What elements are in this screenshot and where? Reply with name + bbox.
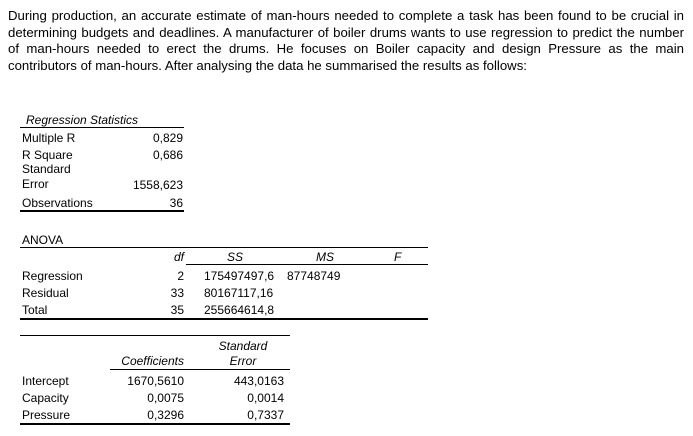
residual-ss: 80167117,16: [204, 286, 274, 300]
value-r-square: 0,686: [152, 148, 183, 162]
row-label-observations: Observations: [22, 196, 93, 210]
header-ss: SS: [226, 250, 243, 264]
header-ms: MS: [316, 250, 334, 264]
header-f: F: [394, 250, 402, 264]
row-label-regression: Regression: [22, 269, 83, 283]
row-label-intercept: Intercept: [22, 374, 69, 388]
value-observations: 36: [169, 196, 183, 210]
pressure-coef: 0,3296: [147, 408, 184, 422]
row-label-pressure: Pressure: [22, 408, 71, 422]
regression-df: 2: [177, 269, 184, 283]
table-rule: [20, 210, 184, 212]
row-label-error: Error: [22, 177, 49, 191]
table-rule: [20, 318, 428, 320]
row-label-multiple-r: Multiple R: [22, 131, 76, 145]
total-df: 35: [170, 303, 184, 317]
header-coefficients: Coefficients: [121, 354, 184, 368]
pressure-se: 0,7337: [247, 408, 284, 422]
row-label-r-square: R Square: [22, 148, 73, 162]
table-rule: [20, 247, 428, 248]
residual-df: 33: [170, 286, 184, 300]
row-label-residual: Residual: [22, 286, 69, 300]
row-label-standard: Standard: [22, 162, 71, 176]
table-rule: [20, 335, 290, 336]
intercept-se: 443,0163: [233, 374, 284, 388]
header-error: Error: [229, 354, 257, 368]
value-multiple-r: 0,829: [152, 131, 183, 145]
total-ss: 255664614,8: [204, 303, 275, 317]
regression-ss: 175497497,6: [204, 269, 275, 283]
table-rule: [20, 423, 290, 425]
row-label-capacity: Capacity: [22, 391, 69, 405]
intro-paragraph: During production, an accurate estimate of man-hours needed to complete a task has been found to be crucial in determining budgets and deadlines. A manufacturer of boiler drums wants to use regression to predict the number of man-hours needed to erect the drums. He focuses on Boiler capacity and design Pressure as the main contributors of man-hours. After analysing the data he summarised the results as follows:: [8, 8, 684, 73]
value-standard-error: 1558,623: [132, 178, 183, 192]
regression-ms: 87748749: [287, 269, 341, 283]
table-rule: [110, 369, 290, 370]
intercept-coef: 1670,5610: [127, 374, 184, 388]
capacity-se: 0,0014: [247, 391, 284, 405]
header-standard: Standard: [218, 339, 268, 353]
table-rule: [186, 264, 428, 265]
anova-title: ANOVA: [22, 233, 64, 247]
regression-statistics-title: Regression Statistics: [26, 113, 139, 127]
capacity-coef: 0,0075: [147, 391, 184, 405]
row-label-total: Total: [22, 303, 48, 317]
table-rule: [20, 127, 184, 128]
header-df: df: [173, 250, 184, 264]
